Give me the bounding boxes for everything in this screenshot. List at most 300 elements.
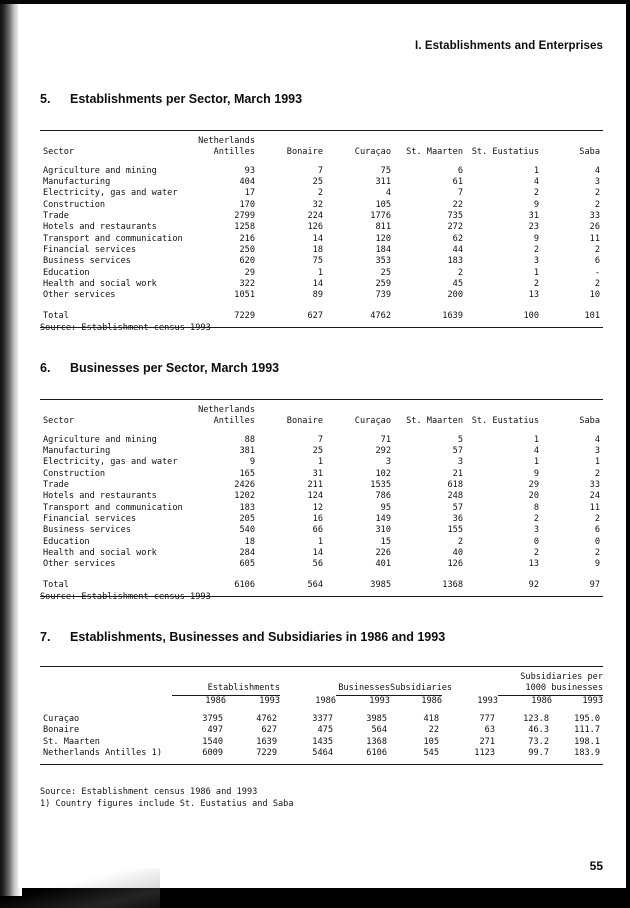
row-value: 3985: [366, 714, 387, 725]
row-value: 497: [207, 725, 223, 736]
table6-header-row-2: [40, 416, 603, 427]
table-bottom-rule: [40, 765, 603, 767]
table7-year-header-row: [40, 695, 603, 707]
page-content: [18, 4, 626, 888]
row-value: 15: [380, 536, 391, 547]
row-label: Manufacturing: [43, 177, 111, 188]
row-value: 44: [452, 245, 463, 256]
table7-year-ratio-1993: 1993: [582, 695, 604, 706]
row-value: 226: [375, 548, 391, 559]
row-label: Health and social work: [43, 279, 157, 290]
row-label: Other services: [43, 290, 116, 301]
row-value: 9: [533, 468, 539, 479]
row-value: 1: [533, 267, 539, 278]
row-value: 46.3: [528, 725, 549, 736]
row-value: 32: [312, 199, 323, 210]
rule-cell: [442, 765, 498, 767]
row-value: 811: [375, 222, 391, 233]
total-value: 1368: [442, 579, 463, 590]
row-value: 195.0: [574, 714, 601, 725]
row-value: 33: [589, 480, 600, 491]
table5-header-steustatius-spacer: [466, 131, 542, 148]
row-value: 57: [452, 502, 463, 513]
row-value: 124: [307, 491, 323, 502]
row-value: 4: [594, 165, 600, 176]
row-label: Financial services: [43, 245, 137, 256]
section-heading-5: [40, 92, 302, 106]
row-value: 1123: [474, 748, 495, 759]
row-value: 1: [533, 434, 539, 445]
row-value: 627: [261, 725, 277, 736]
table7-year-bus-1986: 1986: [315, 695, 336, 706]
total-value: 4762: [370, 310, 391, 321]
row-value: 540: [239, 525, 255, 536]
rule-cell: [390, 765, 442, 767]
row-value: 18: [244, 536, 255, 547]
table-row: [40, 725, 603, 736]
row-value: 401: [375, 559, 391, 570]
row-label: Business services: [43, 525, 131, 536]
rule-cell: [542, 597, 603, 599]
row-value: 23: [528, 222, 539, 233]
row-value: 22: [452, 199, 463, 210]
rule-cell: [258, 597, 326, 599]
row-value: 25: [312, 446, 323, 457]
table7-gap-1: [280, 667, 336, 696]
row-value: 7: [317, 165, 323, 176]
total-value: 1639: [442, 310, 463, 321]
table-row: [40, 480, 603, 491]
table7-year-sub-1993: 1993: [477, 695, 498, 706]
table-row: [40, 748, 603, 765]
row-value: 105: [375, 199, 391, 210]
table6-header-netherlands-antilles-line1: Netherlands: [190, 400, 258, 417]
row-label: Curaçao: [43, 714, 80, 725]
row-value: 18: [312, 245, 323, 256]
row-value: 25: [312, 177, 323, 188]
table-row: [40, 428, 603, 446]
table6-header-netherlands-antilles-line2: Antilles: [213, 416, 255, 427]
row-value: 88: [244, 434, 255, 445]
row-value: 6009: [202, 748, 223, 759]
table7-year-est-1986: 1986: [205, 695, 226, 706]
row-value: 198.1: [574, 736, 601, 747]
row-value: 1202: [234, 491, 255, 502]
row-value: 40: [452, 548, 463, 559]
row-value: 1435: [312, 736, 333, 747]
table-row: [40, 234, 603, 245]
row-value: 1776: [370, 211, 391, 222]
row-label: Agriculture and mining: [43, 434, 157, 445]
row-value: 2: [533, 245, 539, 256]
row-value: 73.2: [528, 736, 549, 747]
row-value: 11: [589, 502, 600, 513]
row-value: 36: [452, 514, 463, 525]
row-value: 2799: [234, 211, 255, 222]
row-value: 6: [594, 525, 600, 536]
row-value: 126: [447, 559, 463, 570]
row-value: 123.8: [523, 714, 549, 725]
table6-header-saba-spacer: [542, 400, 603, 417]
row-value: 12: [312, 502, 323, 513]
table-row: [40, 446, 603, 457]
running-head: I. Establishments and Enterprises: [415, 40, 603, 52]
section-heading-6: [40, 361, 279, 375]
table6-header-row-1: [40, 400, 603, 417]
row-value: 5464: [312, 748, 333, 759]
table6-header-sector: Sector: [43, 416, 75, 427]
total-value: 3985: [370, 579, 391, 590]
row-label: Bonaire: [43, 725, 80, 736]
row-value: 3377: [312, 714, 333, 725]
table-row: [40, 457, 603, 468]
table-establishments-per-sector: [40, 130, 603, 329]
rule-cell: [336, 765, 390, 767]
table7-year-est-1993: 1993: [259, 695, 280, 706]
table7-group4-line1: Subsidiaries per: [520, 672, 604, 682]
row-value: 2: [594, 514, 600, 525]
row-value: -: [594, 267, 600, 278]
row-value: 6: [457, 165, 463, 176]
row-value: 26: [589, 222, 600, 233]
row-value: 3795: [202, 714, 223, 725]
row-value: 89: [312, 290, 323, 301]
total-value: 6106: [234, 579, 255, 590]
row-value: 61: [452, 177, 463, 188]
row-label: Financial services: [43, 514, 137, 525]
row-value: 1258: [234, 222, 255, 233]
row-value: 0: [594, 536, 600, 547]
row-value: 126: [307, 222, 323, 233]
row-value: 63: [484, 725, 495, 736]
row-value: 353: [375, 256, 391, 267]
table-row: [40, 491, 603, 502]
row-value: 2: [457, 267, 463, 278]
row-value: 56: [312, 559, 323, 570]
row-value: 1: [533, 165, 539, 176]
row-value: 381: [239, 446, 255, 457]
row-value: 2: [594, 548, 600, 559]
rule-cell: [226, 765, 280, 767]
table-row: [40, 559, 603, 570]
row-value: 1: [594, 457, 600, 468]
row-value: 4: [533, 446, 539, 457]
source-note-7-line2: 1) Country figures include St. Eustatius and Saba: [40, 798, 294, 809]
total-value: 92: [528, 579, 539, 590]
row-value: 3: [594, 446, 600, 457]
table6-header-stmaarten-spacer: [394, 400, 466, 417]
row-value: 111.7: [574, 725, 601, 736]
row-label: Business services: [43, 256, 131, 267]
section-number-6: 6.: [40, 361, 51, 375]
row-value: 418: [423, 714, 439, 725]
table5-header-sector: Sector: [43, 147, 75, 158]
table-row: [40, 503, 603, 514]
table7-year-bus-1993: 1993: [369, 695, 390, 706]
rule-cell: [466, 328, 542, 330]
row-value: 102: [375, 468, 391, 479]
row-value: 183: [239, 502, 255, 513]
rule-cell: [326, 597, 394, 599]
row-value: 620: [239, 256, 255, 267]
row-value: 14: [312, 279, 323, 290]
row-value: 9: [249, 457, 255, 468]
row-value: 6: [594, 256, 600, 267]
table7-group-establishments: Establishments: [172, 667, 280, 696]
table7-body: [40, 707, 603, 766]
table-row: [40, 514, 603, 525]
rule-cell: [498, 765, 552, 767]
source-note-7-line1: Source: Establishment census 1986 and 1993: [40, 787, 258, 797]
row-value: 20: [528, 491, 539, 502]
rule-cell: [394, 597, 466, 599]
row-value: 1535: [370, 480, 391, 491]
row-value: 786: [375, 491, 391, 502]
table5-header-saba-spacer: [542, 131, 603, 148]
table6-header-steustatius-spacer: [466, 400, 542, 417]
row-value: 545: [423, 748, 439, 759]
row-value: 2: [533, 188, 539, 199]
row-value: 9: [533, 199, 539, 210]
row-label: Education: [43, 267, 90, 278]
row-value: 777: [479, 714, 495, 725]
row-value: 16: [312, 514, 323, 525]
row-value: 248: [447, 491, 463, 502]
table5-header-curacao: Curaçao: [354, 147, 391, 158]
table-row: [40, 188, 603, 199]
section-number-5: 5.: [40, 92, 51, 106]
table-row: [40, 200, 603, 211]
row-value: 4: [594, 434, 600, 445]
row-value: 105: [423, 736, 439, 747]
row-value: 1368: [366, 736, 387, 747]
row-value: 57: [452, 446, 463, 457]
table-businesses-per-sector: [40, 399, 603, 598]
row-value: 8: [533, 502, 539, 513]
rule-cell: [466, 597, 542, 599]
row-label: Hotels and restaurants: [43, 222, 157, 233]
row-value: 3: [457, 457, 463, 468]
row-value: 45: [452, 279, 463, 290]
row-value: 7: [317, 434, 323, 445]
row-value: 2: [594, 468, 600, 479]
row-value: 739: [375, 290, 391, 301]
row-value: 735: [447, 211, 463, 222]
table-row: [40, 469, 603, 480]
table5-header-netherlands-antilles-line1: Netherlands: [190, 131, 258, 148]
section-heading-7: [40, 630, 445, 644]
table6-header-curacao-spacer: [326, 400, 394, 417]
row-value: 66: [312, 525, 323, 536]
table-row: [40, 290, 603, 301]
table-row: [40, 707, 603, 725]
row-label: Hotels and restaurants: [43, 491, 157, 502]
table-row: [40, 177, 603, 188]
table6-body: [40, 428, 603, 598]
table6-header-bonaire: Bonaire: [286, 416, 323, 427]
row-value: 29: [244, 267, 255, 278]
rule-cell: [394, 328, 466, 330]
row-value: 322: [239, 279, 255, 290]
row-value: 2: [533, 548, 539, 559]
row-value: 618: [447, 480, 463, 491]
row-value: 170: [239, 199, 255, 210]
row-label: Agriculture and mining: [43, 165, 157, 176]
table7-group-subsidiaries-per-1000: [498, 667, 603, 696]
row-value: 75: [312, 256, 323, 267]
row-value: 216: [239, 233, 255, 244]
total-label: Total: [43, 310, 69, 321]
table6-header-saba: Saba: [579, 416, 600, 427]
table-row: [40, 737, 603, 748]
table5-header-curacao-spacer: [326, 131, 394, 148]
row-value: 2: [594, 199, 600, 210]
row-value: 200: [447, 290, 463, 301]
row-value: 284: [239, 548, 255, 559]
page-number: 55: [589, 859, 603, 873]
row-value: 183: [447, 256, 463, 267]
source-note-5: Source: Establishment census 1993: [40, 323, 211, 333]
row-value: 120: [375, 233, 391, 244]
table5-header-stmaarten-spacer: [394, 131, 466, 148]
table7-header-region-spacer: [40, 667, 172, 696]
source-note-7: [40, 787, 294, 810]
row-value: 33: [589, 211, 600, 222]
row-value: 17: [244, 188, 255, 199]
rule-cell: [258, 328, 326, 330]
row-value: 2: [533, 279, 539, 290]
table6-header-bonaire-spacer: [258, 400, 326, 417]
row-value: 5: [457, 434, 463, 445]
row-value: 3: [533, 525, 539, 536]
table5-body: [40, 159, 603, 329]
table7-group4-line2: 1000 businesses: [525, 683, 604, 694]
table7-header-region: [40, 695, 172, 707]
table5-header-saba: Saba: [579, 147, 600, 158]
row-value: 1: [317, 267, 323, 278]
table6-header-curacao: Curaçao: [354, 416, 391, 427]
row-value: 224: [307, 211, 323, 222]
table5-header-st-maarten: St. Maarten: [406, 147, 463, 158]
row-value: 564: [371, 725, 387, 736]
table5-header-netherlands-antilles-line2: Antilles: [213, 147, 255, 158]
row-value: 31: [312, 468, 323, 479]
total-value: 100: [523, 310, 539, 321]
row-value: 1: [317, 457, 323, 468]
row-value: 1540: [202, 736, 223, 747]
section-title-6: Businesses per Sector, March 1993: [70, 361, 280, 375]
total-value: 564: [307, 579, 323, 590]
row-label: Transport and communication: [43, 233, 183, 244]
row-value: 31: [528, 211, 539, 222]
row-value: 149: [375, 514, 391, 525]
row-value: 1: [533, 457, 539, 468]
row-value: 3: [533, 256, 539, 267]
row-value: 3: [594, 177, 600, 188]
table-row: [40, 159, 603, 177]
row-value: 2: [533, 514, 539, 525]
row-label: Construction: [43, 199, 106, 210]
row-label: Construction: [43, 468, 106, 479]
table-row: [40, 268, 603, 279]
rule-cell: [542, 328, 603, 330]
row-value: 271: [479, 736, 495, 747]
row-value: 2426: [234, 480, 255, 491]
row-value: 155: [447, 525, 463, 536]
total-value: 97: [589, 579, 600, 590]
row-value: 2: [594, 245, 600, 256]
row-value: 13: [528, 290, 539, 301]
row-label: Health and social work: [43, 548, 157, 559]
row-value: 13: [528, 559, 539, 570]
section-number-7: 7.: [40, 630, 51, 644]
row-value: 9: [594, 559, 600, 570]
row-value: 165: [239, 468, 255, 479]
total-value: 7229: [234, 310, 255, 321]
table-establishments-businesses-subsidiaries: [40, 666, 603, 766]
row-label: St. Maarten: [43, 736, 100, 747]
section-title-7: Establishments, Businesses and Subsidiaries in 1986 and 1993: [70, 630, 446, 644]
row-value: 211: [307, 480, 323, 491]
row-value: 605: [239, 559, 255, 570]
row-value: 25: [380, 267, 391, 278]
row-value: 404: [239, 177, 255, 188]
row-value: 4: [533, 177, 539, 188]
row-value: 311: [375, 177, 391, 188]
table5-header-sector-spacer: [40, 131, 190, 148]
table7-group-businesses: Businesses: [336, 667, 390, 696]
table-row: [40, 279, 603, 290]
table5-header-bonaire: Bonaire: [286, 147, 323, 158]
row-value: 4: [385, 188, 391, 199]
row-value: 22: [428, 725, 439, 736]
row-label: Manufacturing: [43, 446, 111, 457]
row-value: 1: [317, 536, 323, 547]
row-value: 1051: [234, 290, 255, 301]
row-label: Trade: [43, 480, 69, 491]
row-value: 205: [239, 514, 255, 525]
table-row: [40, 256, 603, 267]
row-value: 0: [533, 536, 539, 547]
total-value: 101: [584, 310, 600, 321]
row-value: 259: [375, 279, 391, 290]
section-title-5: Establishments per Sector, March 1993: [70, 92, 303, 106]
row-label: Netherlands Antilles 1): [43, 748, 162, 759]
table-row: [40, 548, 603, 559]
table-row: [40, 211, 603, 222]
source-note-6: Source: Establishment census 1993: [40, 592, 211, 602]
rule-cell: [326, 328, 394, 330]
rule-cell: [40, 765, 172, 767]
table5-header-row-1: [40, 131, 603, 148]
row-value: 4762: [256, 714, 277, 725]
row-value: 2: [317, 188, 323, 199]
row-label: Other services: [43, 559, 116, 570]
row-label: Electricity, gas and water: [43, 457, 178, 468]
row-value: 183.9: [574, 748, 601, 759]
row-value: 99.7: [528, 748, 549, 759]
total-label: Total: [43, 579, 69, 590]
row-value: 71: [380, 434, 391, 445]
row-label: Transport and communication: [43, 502, 183, 513]
total-value: 627: [307, 310, 323, 321]
row-label: Trade: [43, 211, 69, 222]
row-value: 2: [457, 536, 463, 547]
row-value: 272: [447, 222, 463, 233]
table7-group-subsidiaries: Subsidiaries: [390, 667, 442, 696]
row-value: 24: [589, 491, 600, 502]
rule-cell: [552, 765, 603, 767]
